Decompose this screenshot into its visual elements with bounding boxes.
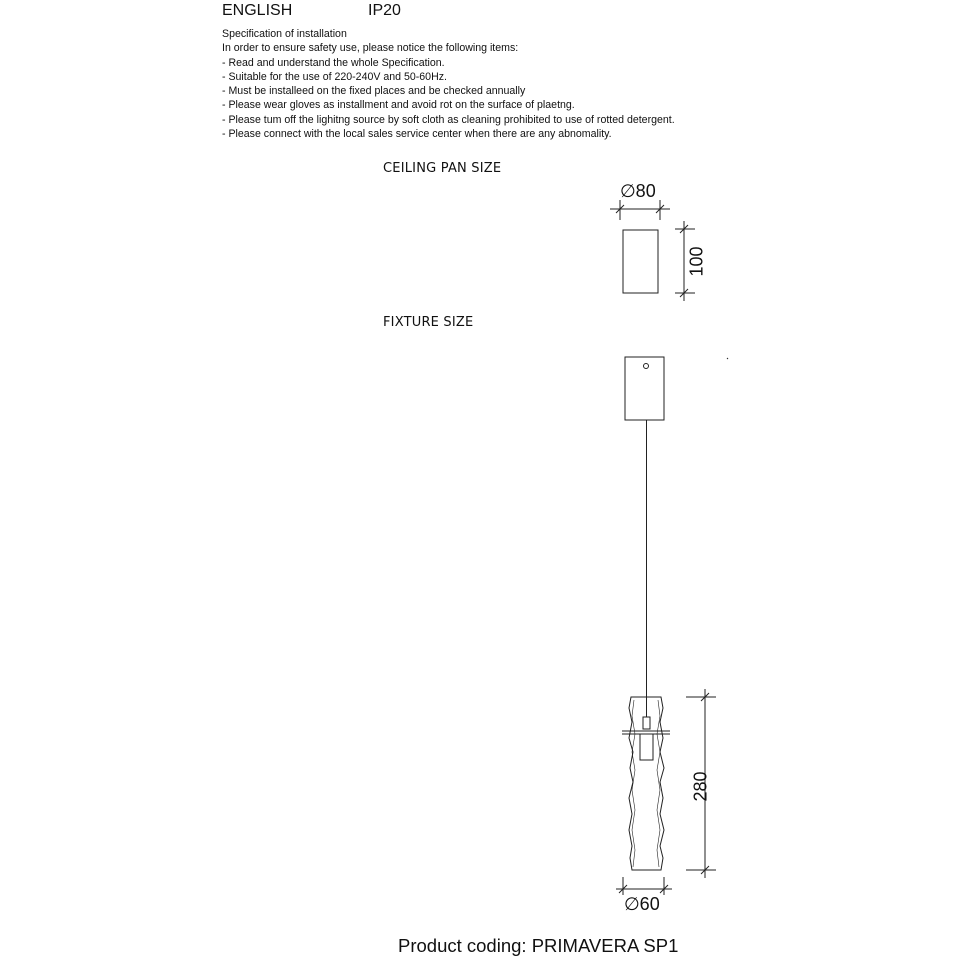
ceiling-pan-body [623, 230, 658, 293]
ceiling-pan-width-dimension [610, 200, 670, 220]
ip-rating-label: IP20 [368, 2, 401, 19]
lamp-socket [643, 717, 650, 729]
ceiling-pan-diameter-label: ∅80 [620, 181, 656, 201]
fixture-canopy [625, 357, 664, 420]
fixture-heading: FIXTURE SIZE [383, 315, 474, 330]
spec-intro: In order to ensure safety use, please notice the following items: [222, 42, 519, 55]
spec-item: - Read and understand the whole Specification. [222, 56, 445, 69]
ceiling-pan-height-label: 100 [686, 246, 707, 277]
spec-title: Specification of installation [222, 28, 347, 40]
spec-item: - Suitable for the use of 220-240V and 50-60Hz. [222, 70, 447, 83]
fixture-height-label: 280 [690, 771, 711, 802]
spec-item: - Please wear gloves as installment and avoid rot on the surface of plaetng. [222, 99, 575, 112]
ceiling-pan-heading: CEILING PAN SIZE [383, 161, 502, 176]
canopy-screw-hole [644, 364, 649, 369]
lamp-bulb [640, 734, 653, 760]
fixture-diameter-dimension [616, 877, 672, 895]
language-label: ENGLISH [222, 2, 293, 19]
product-coding: Product coding: PRIMAVERA SP1 [398, 935, 679, 956]
spec-item: - Please tum off the lighitng source by soft cloth as cleaning prohibited to use of rotted detergent. [222, 113, 675, 126]
spec-item: - Please connect with the local sales service center when there are any abnomality. [222, 128, 612, 141]
spec-item: - Must be installeed on the fixed places and be checked annually [222, 85, 526, 98]
fixture-diameter-label: ∅60 [624, 894, 660, 914]
